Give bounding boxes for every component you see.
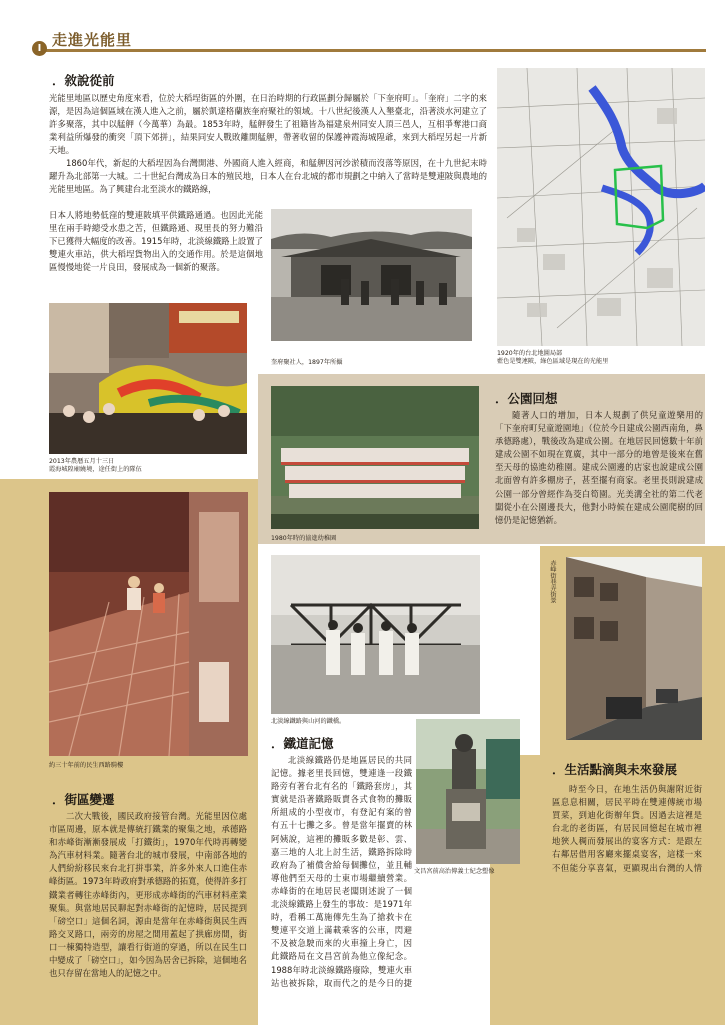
park-section-title: ．公園回想 [495,391,558,406]
festival-parade-photo [49,303,247,454]
arcade-children-photo [49,492,248,756]
temple-caption: 奎府聚社人，1897年所攝 [271,359,343,366]
header-divider [36,49,706,52]
railway-paragraph-bottom [271,870,481,988]
temple-photo [271,209,472,341]
kindergarten-photo [271,386,479,529]
railway-section-title: ．鐵道記憶 [271,736,334,751]
street-paragraph: 二次大戰後，國民政府接管台灣。光能里因位處市區周邊，原本就是傳統打鐵業的聚集之地，承德路和赤峰街漸漸發展成「打鐵街」，1970年代時再轉變為汽車材料業。隨著台北的城市發展，中南部各地的人們紛紛移民來台北打拼事業，許多外來人口進住赤峰街區。1973年時政府對承德路的拓寬，使得許多打鐵業者轉往赤峰街內，更形成赤峰街的汽車材料產業聚集。與當地居民聊起對赤峰街的記憶時，居民提到「磅空口」這個名詞，源由是當年在赤峰街與民生西路交叉路口，兩旁的房屋之間用蓋起了拱廊房間，街口一棟獨特造型，讓看行街道的穿過，所以在民生口中變成了「磅空口」，如今因為居舍已拆除，這個地名也只存留在當地人的記憶之中。 [49,811,247,979]
railway-paragraph-top: 北淡線鐵路仍是地區居民的共同記憶。據老里長回憶，雙連逢一段鐵路旁有著台北有名的「鐵路套房」，其實就是沿著鐵路販賣各式食物的攤販所組成的小型夜市，有登記有案的曾有五十七攤之多。曾是當年擺賣的林阿姨說，這裡的攤販多數是彰、雲、嘉三地的人北上討生活，鐵路拆除時政府為了補償舍給每個攤位，並且輔 [271,755,412,870]
history-section-title: ．敘說從前 [52,73,115,88]
old-taipei-map-image [497,68,705,346]
arcade-caption: 約三十年前的民生西路騎樓 [49,762,124,769]
life-paragraph-bottom [495,875,702,1010]
alley-caption: 赤峰街巷弄街景 [549,560,556,604]
chapter-marker: I [32,41,47,56]
life-section-title: ．生活點滴與未來發展 [552,762,678,777]
life-paragraph-top: 時至今日，在地生活仍與謝附近街區息息相關，居民平時在雙連傳統市場買菜，到迪化街辦年貨。因過去這裡是台北的老街區，有居民回憶起在城市裡地狹人稠而發展出的宴客方式：是跟左右鄰居借用客廳來擺桌宴客，這樣一來不但能分享喜氣，更顯現出台灣的人情 [552,784,702,873]
statue-photo [416,719,520,864]
kindergarten-caption: 1980年時的協進幼稚園 [271,535,337,542]
statue-caption: 文昌宮前高治傳義士紀念塑像 [414,868,495,875]
bridge-caption: 北淡線鐵路與山河的鐵橋。 [271,718,346,725]
alley-street-photo [566,557,702,740]
history-paragraph-2a: 1860年代，新起的大稻埕因為台灣開港、外國商人進入經商，和艋舺因河沙淤積而沒落等原因，在十九世紀末時躍升為北部第一大城。二十世紀台灣成為日本的殖民地，日本人在台北城的都市規劃之中納入了當時是雙連陂與農地的光能里地區。為了興建台北至淡水的鐵路線， [49,158,487,195]
history-paragraph-2b: 日本人將地勢低窪的雙連陂填平供鐵路通過。也因此光能里在兩手時總受水患之苦，但鐵路通、現里長的努力難沿下已獲得大幅度的改善。1915年時，北淡線鐵路上設置了雙連火車站，供大稻埕貨物出入的交通作用。於是這個地區慢慢地從一片良田，發展成為一個新的聚落。 [49,210,263,273]
park-paragraph: 隨著人口的增加，日本人規劃了供兒童遊樂用的「下奎府町兒童遊園地」（位於今日建成公園西南角，鼻承德路處），戰後改為建成公園。在地居民回憶數十年前建成公園不如現在寬廣，其中一部分的地曾是後來在舊至天母的協進幼稚園。建成公園邊的店家也說建成公園北面曾有許多棚房子，甚至擺有商家。老里長則說建成公園一部分曾經作為茭白筍園。光美溝全社的第二代老闆從小在公園邊長大，他對小時候在建成公園爬樹的回憶仍是記憶猶新。 [495,410,703,525]
festival-caption: 2013年農曆五月十三日 霞海城隍廟繞境，途任街上的隊伍 [49,458,142,473]
map-caption: 1920年的台北地圖局部 藍色是雙連陂，綠色區域是現在的光能里 [497,350,609,365]
page-title: 走進光能里 [52,31,133,49]
railway-bridge-photo [271,555,480,714]
street-section-title: ．街區變遷 [52,792,115,807]
railway-paragraph-continued: 導他們至天母的士東市場繼續營業。赤峰街的在地居民老闆則述說了一個北淡線鐵路上發生的事故：是1971年時，看稱工萬施傳先生為了搶救卡在雙連平交道上滿載乘客的公車，閃避不及被急駛而來的火車撞上身亡，因此鐵路局在文昌宮前為他立像紀念。1988年時北淡線鐵路廢除，雙連火車站也被拆除，取而代之的是今日的捷 [271,872,412,988]
history-paragraph-1: 光能里地區以歷史角度來看，位於大稻埕街區的外圍，在日治時期的行政區劃分歸屬於「下奎府町」。「奎府」二字的來源，是因為這個區域在漢人進入之前，屬於凱達格蘭族奎府聚社的領域。十八世紀後漢人入墾臺北，沿著淡水河建立了許多聚落，其中以艋舺（今萬華）為最。1853年時，艋舺發生了祖籍皆為福建泉州同安人頂三邑人，互相爭奪港口商業利益所爆發的衝突「頂下郊拼」，結果同安人戰敗離開艋舺，帶著收留的保護神霞海城隍爺，來到大稻埕另起一片新天地。 [49,93,487,156]
